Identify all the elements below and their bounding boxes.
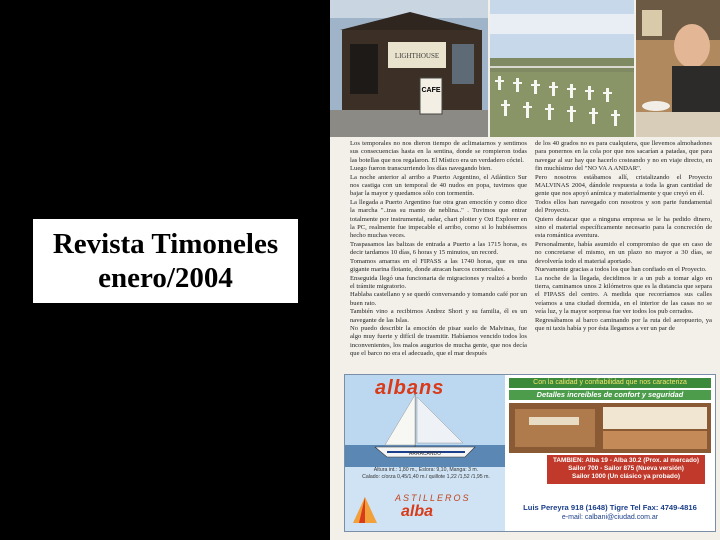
ad-model-line: TAMBIEN: Alba 19 - Alba 30.2 (Prox. al mercado) bbox=[552, 457, 700, 464]
article-right-column bbox=[535, 140, 712, 372]
article-paragraph: Luego fueron transcurriendo los días navegando bien. bbox=[350, 165, 492, 173]
article-paragraph: La noche de la llegada, decidimos ir a un pub a tomar algo en tierra, caminamos unos 2 kilómetros que es la distancia que separa el FIPASS del centro. A medida que recorríamos sus calles veíamos a una ciudad dormida, en el interior de las casas no se veía luz, y la mayor sorpresa fue ver todos los pub cerrados. bbox=[535, 274, 712, 316]
boat-name: ARRACANDO bbox=[409, 451, 441, 457]
ad-shipyard-logo: alba bbox=[401, 503, 434, 520]
article-paragraph: No puedo describir la emoción de pisar suelo de Malvinas, fue algo muy fuerte y difícil de trasmitir. Habíamos vencido todos los inconvenientes, los malos augurios de mucha gente, que nos decía que el barco no era el adecuado, que el mar después bbox=[350, 324, 527, 358]
article-paragraph: Hablaba castellano y se quedó conversando y tomando café por un buen rato. bbox=[350, 291, 527, 307]
cemetery-photo bbox=[490, 0, 634, 137]
shop-photo bbox=[330, 0, 488, 137]
article-paragraph: Los temporales no nos dieron tiempo de aclimatarnos y sentimos sus consecuencias hasta en la sentina, donde se rompieron todas las botellas que nos regalaron. El Místico era un verdadero cóctel. bbox=[350, 140, 527, 164]
man-photo bbox=[636, 0, 720, 137]
advertisement bbox=[344, 374, 716, 532]
ad-info-panel bbox=[505, 375, 715, 531]
article-paragraph: Tomamos amarras en el FIPASS a las 1740 horas, que es una gigante marina flotante, donde atracan barcos comerciales. bbox=[350, 257, 527, 274]
article-left-column bbox=[350, 140, 527, 372]
ad-tagline: Detalles increíbles de confort y seguridad bbox=[509, 390, 711, 400]
article-paragraph: La noche anterior al arribo a Puerto Argentino, el Atlántico Sur nos castiga con un temporal de 40 nudos en popa, tuvimos que bajar la mayor y quedamos sólo con tormentín. bbox=[350, 173, 527, 198]
caption-box bbox=[33, 219, 298, 303]
article-paragraph: También vino a recibirnos Andrez Short y su familia, él es un navegante de las Islas. bbox=[350, 308, 527, 324]
article-paragraph: Pero nosotros estábamos allí, cristalizando el Proyecto MALVINAS 2004, dándole respuesta a toda la gran cantidad de gente que nos apoyó anímica y materialmente y que creyó en él. bbox=[535, 173, 712, 198]
caption-date: enero/2004 bbox=[98, 262, 233, 294]
ad-address: Luis Pereyra 918 (1648) Tigre Tel Fax: 4749-4816 bbox=[523, 503, 697, 512]
article-paragraph: Regresábamos al barco caminando por la ruta del aeropuerto, ya que ni taxis había y por ésta llegamos a ver un par de bbox=[535, 316, 712, 332]
svg-text:LIGHTHOUSE: LIGHTHOUSE bbox=[394, 52, 440, 60]
article-paragraph: Todos ellos han navegado con nosotros y son parte fundamental del Proyecto. bbox=[535, 198, 712, 215]
ad-contact bbox=[505, 503, 715, 523]
ad-boat-specs bbox=[351, 467, 501, 481]
article-paragraph: Enseguida llegó una funcionaria de migraciones y realizó a bordo el trámite migratorio. bbox=[350, 274, 527, 290]
cafe-sign-text: CAFE bbox=[421, 87, 441, 94]
article-paragraph: Nuevamente gracias a todos los que han confiado en el Proyecto. bbox=[535, 266, 707, 274]
article-paragraph: Traspasamos las balizas de entrada a Puerto a las 1715 horas, es decir tardamos 10 días, 6 horas y 15 minutos, un record. bbox=[350, 240, 527, 257]
ad-shipyard-label: ASTILLEROS bbox=[395, 493, 471, 503]
article-paragraph: La llegada a Puerto Argentino fue otra gran emoción y como dice la marcha "..tras su manto de neblina.." . Tuvimos que entrar totalmente por instrumental, radar, chart plotter y Ozi Explorer en la PC, realmente fue impecable el arribo, como si lo hubiésemos hecho muchas veces. bbox=[350, 198, 527, 240]
ad-model-line: Sailor 700 - Sailor 875 (Nueva versión) bbox=[568, 465, 684, 473]
article-paragraph: Quiero destacar que a ninguna empresa se le ha pedido dinero, sino el material específicamente necesario para la concreción de esta romántica aventura. bbox=[535, 215, 712, 240]
ad-boat-panel bbox=[345, 375, 505, 531]
ad-spec-line: Altura int.: 1,80 m., Eslora: 9,10, Manga: 3 m. bbox=[373, 467, 479, 473]
ad-slogan: Con la calidad y confiabilidad que nos caracteriza bbox=[509, 378, 711, 388]
ad-spec-line: Calado: c/orza 0,45/1,40 m./ quillote 1,22 /1,52 /1,95 m. bbox=[362, 474, 490, 480]
caption-title: Revista Timoneles bbox=[52, 228, 279, 260]
photo-strip bbox=[330, 0, 720, 137]
article-body bbox=[350, 140, 716, 372]
article-paragraph: Personalmente, había asumido el compromiso de que en caso de no concretarse el mismo, en un plazo no mayor a 30 días, se devolvería todo el material aportado. bbox=[535, 240, 712, 265]
ad-brand-logo: albans bbox=[375, 377, 445, 399]
ad-model-line: Sailor 1000 (Un clásico ya probado) bbox=[572, 473, 680, 481]
article-paragraph: de los 40 grados no es para cualquiera, que llevemos almohadones para ponernos en la cola por que nos sacarían a patadas, que para navegar al sur hay que hacerlo costeando y no en viaje directo, en fin muchísimo del "NO VA A ANDAR". bbox=[535, 140, 712, 173]
cabin-interior-image bbox=[509, 403, 711, 453]
magazine-page bbox=[330, 0, 720, 540]
ad-email: e-mail: calbani@ciudad.com.ar bbox=[561, 514, 659, 521]
ad-models-box bbox=[547, 455, 705, 484]
